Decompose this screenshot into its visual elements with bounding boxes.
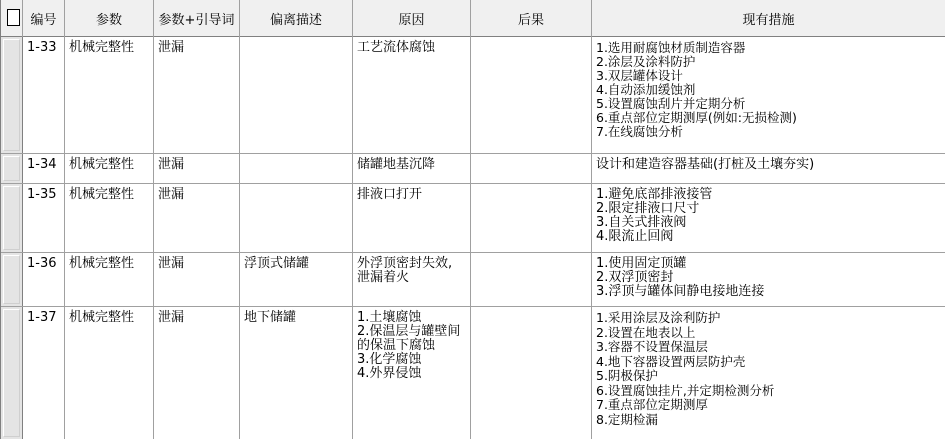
measure-line: 4.自动添加缓蚀剂 [596, 82, 696, 97]
cell-id[interactable]: 1-37 [23, 307, 65, 439]
cell-cause[interactable] [353, 184, 471, 252]
cell-cause[interactable] [353, 37, 471, 153]
cause-line: 排液口打开 [357, 187, 423, 202]
cell-cause[interactable] [353, 154, 471, 183]
cell-id[interactable]: 1-34 [23, 154, 65, 183]
row-selector[interactable] [1, 184, 23, 252]
measure-line: 2.限定排液口尺寸 [596, 201, 700, 216]
row-selector[interactable] [1, 37, 23, 153]
cell-id[interactable]: 1-33 [23, 37, 65, 153]
measure-line: 2.涂层及涂料防护 [596, 54, 696, 69]
row-selector[interactable] [1, 154, 23, 183]
measure-line: 设计和建造容器基础(打桩及土壤夯实) [596, 157, 815, 172]
cell-consequence[interactable] [471, 253, 592, 306]
cause-line: 3.化学腐蚀 [357, 352, 422, 367]
column-header-consequence[interactable]: 后果 [471, 0, 592, 37]
column-header-guideword[interactable]: 参数+引导词 [154, 0, 240, 37]
cell-measures[interactable] [592, 184, 945, 252]
measure-line: 2.设置在地表以上 [596, 324, 696, 340]
cell-param[interactable]: 机械完整性 [65, 184, 154, 252]
cell-guideword[interactable]: 泄漏 [154, 253, 240, 306]
cell-guideword[interactable]: 泄漏 [154, 37, 240, 153]
measure-line: 1.采用涂层及涂利防护 [596, 310, 721, 325]
cell-param[interactable]: 机械完整性 [65, 154, 154, 183]
measure-line: 8.定期检漏 [596, 411, 658, 427]
header-row [1, 0, 945, 37]
measure-line: 6.重点部位定期测厚(例如:无损检测) [596, 110, 797, 125]
cell-deviation[interactable]: 地下储罐 [240, 307, 353, 439]
measure-line: 3.浮顶与罐体间静电接地连接 [596, 284, 765, 299]
cell-consequence[interactable] [471, 184, 592, 252]
cause-line: 泄漏着火 [357, 270, 410, 285]
table-row[interactable] [1, 307, 945, 439]
row-selector[interactable] [1, 253, 23, 306]
measure-line: 1.使用固定顶罐 [596, 256, 687, 271]
cell-param[interactable]: 机械完整性 [65, 307, 154, 439]
table-row[interactable] [1, 154, 945, 184]
cell-measures[interactable] [592, 253, 945, 306]
cell-deviation[interactable]: 浮顶式储罐 [240, 253, 353, 306]
cause-line: 外浮顶密封失效, [357, 256, 453, 271]
table-row[interactable] [1, 184, 945, 253]
cell-measures[interactable] [592, 154, 945, 183]
measure-line: 1.避免底部排液接管 [596, 187, 713, 202]
select-all-corner[interactable] [1, 0, 23, 37]
cell-param[interactable]: 机械完整性 [65, 253, 154, 306]
cell-cause[interactable] [353, 253, 471, 306]
column-header-cause[interactable]: 原因 [353, 0, 471, 37]
cell-id[interactable]: 1-35 [23, 184, 65, 252]
measure-line: 4.地下容器设置两层防护壳 [596, 353, 746, 369]
cell-consequence[interactable] [471, 37, 592, 153]
cause-line: 工艺流体腐蚀 [357, 40, 436, 55]
cause-line: 1.土壤腐蚀 [357, 310, 422, 325]
measure-line: 2.双浮顶密封 [596, 270, 674, 285]
measure-line: 4.限流止回阀 [596, 229, 674, 244]
cell-guideword[interactable]: 泄漏 [154, 307, 240, 439]
measure-line: 3.容器不设置保温层 [596, 339, 708, 354]
column-header-deviation[interactable]: 偏离描述 [240, 0, 353, 37]
cell-deviation[interactable] [240, 37, 353, 153]
cell-cause[interactable] [353, 307, 471, 439]
measure-line: 3.自关式排液阀 [596, 215, 687, 230]
column-header-measures[interactable]: 现有措施 [592, 0, 945, 37]
cause-line: 的保温下腐蚀 [357, 338, 436, 353]
column-header-param[interactable]: 参数 [65, 0, 154, 37]
measure-line: 7.在线腐蚀分析 [596, 124, 683, 139]
cell-deviation[interactable] [240, 184, 353, 252]
cell-consequence[interactable] [471, 154, 592, 183]
cell-param[interactable]: 机械完整性 [65, 37, 154, 153]
cell-measures[interactable] [592, 307, 945, 439]
measure-line: 5.阴极保护 [596, 368, 658, 383]
cell-guideword[interactable]: 泄漏 [154, 184, 240, 252]
select-all-checkbox[interactable] [7, 9, 20, 26]
cell-consequence[interactable] [471, 307, 592, 439]
measure-line: 6.设置腐蚀挂片,并定期检测分析 [596, 382, 775, 398]
cause-line: 2.保温层与罐壁间 [357, 324, 461, 339]
table-row[interactable] [1, 37, 945, 154]
row-selector[interactable] [1, 307, 23, 439]
cell-id[interactable]: 1-36 [23, 253, 65, 306]
measure-line: 1.选用耐腐蚀材质制造容器 [596, 40, 746, 55]
cause-line: 4.外界侵蚀 [357, 366, 422, 381]
cell-measures[interactable] [592, 37, 945, 153]
column-header-id[interactable]: 编号 [23, 0, 65, 37]
measure-line: 5.设置腐蚀刮片并定期分析 [596, 96, 746, 111]
cause-line: 储罐地基沉降 [357, 157, 436, 172]
measure-line: 3.双层罐体设计 [596, 68, 683, 83]
cell-deviation[interactable] [240, 154, 353, 183]
table-row[interactable] [1, 253, 945, 307]
cell-guideword[interactable]: 泄漏 [154, 154, 240, 183]
measure-line: 7.重点部位定期测厚 [596, 397, 708, 412]
